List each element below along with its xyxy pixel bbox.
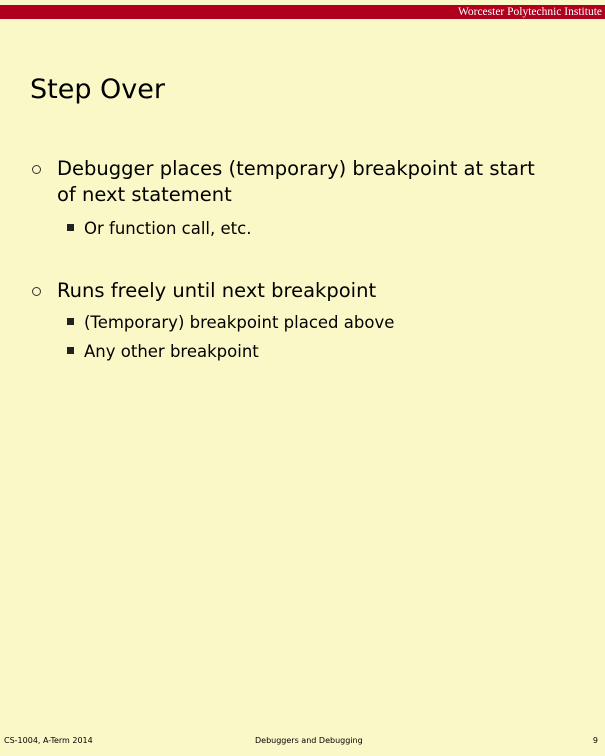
square-bullet-icon xyxy=(67,224,74,231)
square-bullet-icon xyxy=(67,318,74,325)
sub-bullet-text: Or function call, etc. xyxy=(84,219,252,238)
bullet-line: of next statement xyxy=(57,183,232,206)
circle-bullet-icon xyxy=(32,165,41,174)
header-bar xyxy=(0,5,605,19)
institute-name: Worcester Polytechnic Institute xyxy=(457,6,602,18)
slide-title: Step Over xyxy=(30,74,165,105)
sub-bullet-text: Any other breakpoint xyxy=(84,342,259,361)
footer-course: CS-1004, A-Term 2014 xyxy=(4,736,93,745)
bullet-line: Debugger places (temporary) breakpoint at start xyxy=(57,157,535,180)
page-number: 9 xyxy=(592,736,598,745)
bullet-text: Runs freely until next breakpoint xyxy=(57,279,377,302)
footer-topic: Debuggers and Debugging xyxy=(255,736,363,745)
bullet-text xyxy=(57,156,577,208)
square-bullet-icon xyxy=(67,347,74,354)
circle-bullet-icon xyxy=(32,287,41,296)
sub-bullet-text: (Temporary) breakpoint placed above xyxy=(84,313,395,332)
